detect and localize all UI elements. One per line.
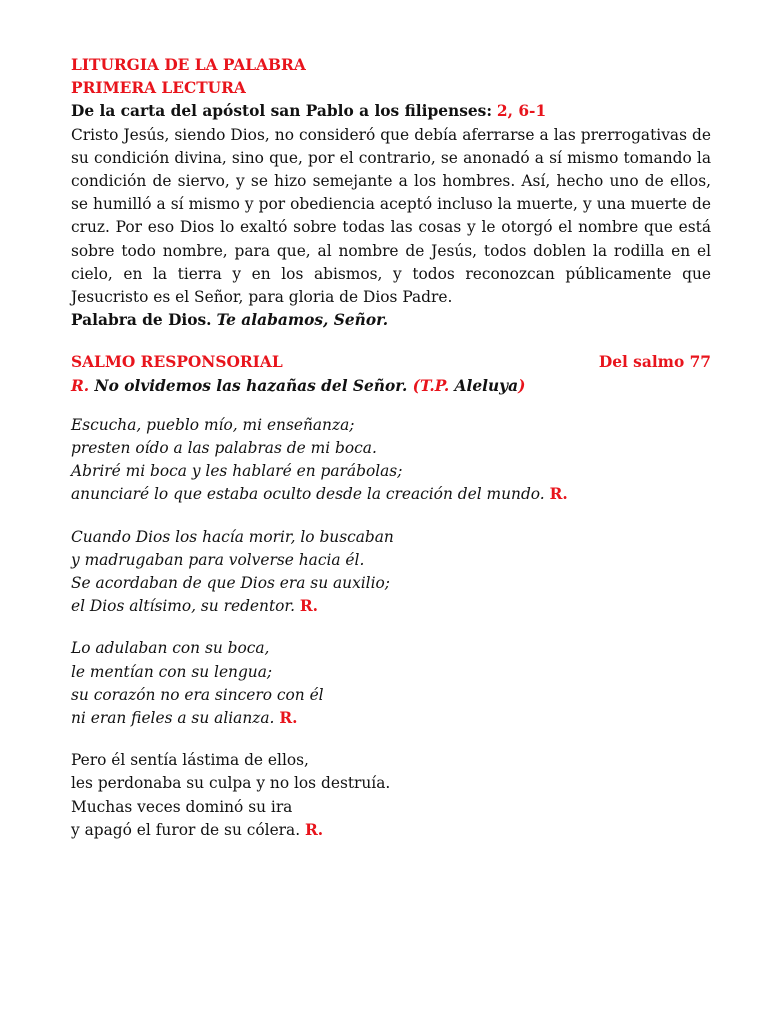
stanza-line: ni eran fieles a su alianza. xyxy=(71,709,275,728)
stanza-line: Escucha, pueblo mío, mi enseñanza; xyxy=(71,415,355,434)
stanza-line: Abriré mi boca y les hablaré en parábolas; xyxy=(71,462,403,481)
stanza-line: le mentían con su lengua; xyxy=(71,662,273,681)
psalm-title: SALMO RESPONSORIAL xyxy=(71,353,283,372)
psalm-stanza xyxy=(71,526,711,619)
tp-label: T.P. xyxy=(419,376,450,395)
section-subtitle: PRIMERA LECTURA xyxy=(71,79,246,98)
stanza-line: Se acordaban de que Dios era su auxilio; xyxy=(71,574,390,593)
psalm-stanza xyxy=(71,414,711,507)
psalm-header xyxy=(71,351,711,374)
stanza-r-mark: R. xyxy=(549,485,568,504)
spacer xyxy=(71,507,711,526)
refrain-r-mark: R. xyxy=(71,376,90,395)
reading-closing-line xyxy=(71,309,711,332)
psalm-refrain: No olvidemos las hazañas del Señor. xyxy=(94,376,408,395)
stanza-line: anunciaré lo que estaba oculto desde la creación del mundo. xyxy=(71,485,545,504)
stanza-r-mark: R. xyxy=(279,709,298,728)
stanza-line: su corazón no era sincero con él xyxy=(71,685,324,704)
stanza-line: y madrugaban para volverse hacia él. xyxy=(71,550,365,569)
stanza-last-line xyxy=(71,707,711,730)
reading-citation: 2, 6-1 xyxy=(496,102,547,121)
reading-body: Cristo Jesús, siendo Dios, no consideró que debía aferrarse a las prerrogativas de su condición divina, sino que, por el contrario, se anonadó a sí mismo tomando la condición de siervo, y se hizo semejante a los hombres. Así, hecho uno de ellos, se humilló a sí mismo y por obediencia aceptó incluso la muerte, y una muerte de cruz. Por eso Dios lo exaltó sobre todas las cosas y le otorgó el nombre que está sobre todo nombre, para que, al nombre de Jesús, todos doblen la rodilla en el cielo, en la tierra y en los abismos, y todos reconozcan públicamente que Jesucristo es el Señor, para gloria de Dios Padre. xyxy=(71,125,711,307)
psalm-stanza xyxy=(71,749,711,842)
spacer xyxy=(71,730,711,749)
spacer xyxy=(71,398,711,414)
section-title: LITURGIA DE LA PALABRA xyxy=(71,56,306,74)
stanza-r-mark: R. xyxy=(305,820,324,839)
stanza-last-line xyxy=(71,819,711,842)
stanza-line: Pero él sentía lástima de ellos, xyxy=(71,751,309,770)
stanza-r-mark: R. xyxy=(299,597,319,616)
stanza-line: el Dios altísimo, su redentor. xyxy=(71,597,295,616)
psalm-stanza xyxy=(71,637,711,730)
psalm-refrain-line xyxy=(71,375,711,398)
stanza-line: Lo adulaban con su boca, xyxy=(71,639,270,658)
liturgy-page xyxy=(71,54,711,842)
reading-intro: De la carta del apóstol san Pablo a los filipenses: xyxy=(71,102,493,121)
stanza-line: Muchas veces dominó su ira xyxy=(71,797,293,816)
spacer xyxy=(71,618,711,637)
spacer xyxy=(71,332,711,351)
stanza-line: y apagó el furor de su cólera. xyxy=(71,820,301,839)
stanza-line: les perdonaba su culpa y no los destruía. xyxy=(71,774,391,793)
reading-closing: Palabra de Dios. xyxy=(71,311,212,330)
reading-heading xyxy=(71,100,711,123)
tp-close: ) xyxy=(518,376,526,395)
stanza-last-line xyxy=(71,483,711,506)
stanza-last-line xyxy=(71,595,711,618)
tp-word: Aleluya xyxy=(454,376,519,395)
stanza-line: Cuando Dios los hacía morir, lo buscaban xyxy=(71,527,394,546)
psalm-source: Del salmo 77 xyxy=(598,353,711,372)
reading-response: Te alabamos, Señor. xyxy=(216,311,389,330)
stanza-line: presten oído a las palabras de mi boca. xyxy=(71,439,377,458)
tp-open: ( xyxy=(412,376,420,395)
